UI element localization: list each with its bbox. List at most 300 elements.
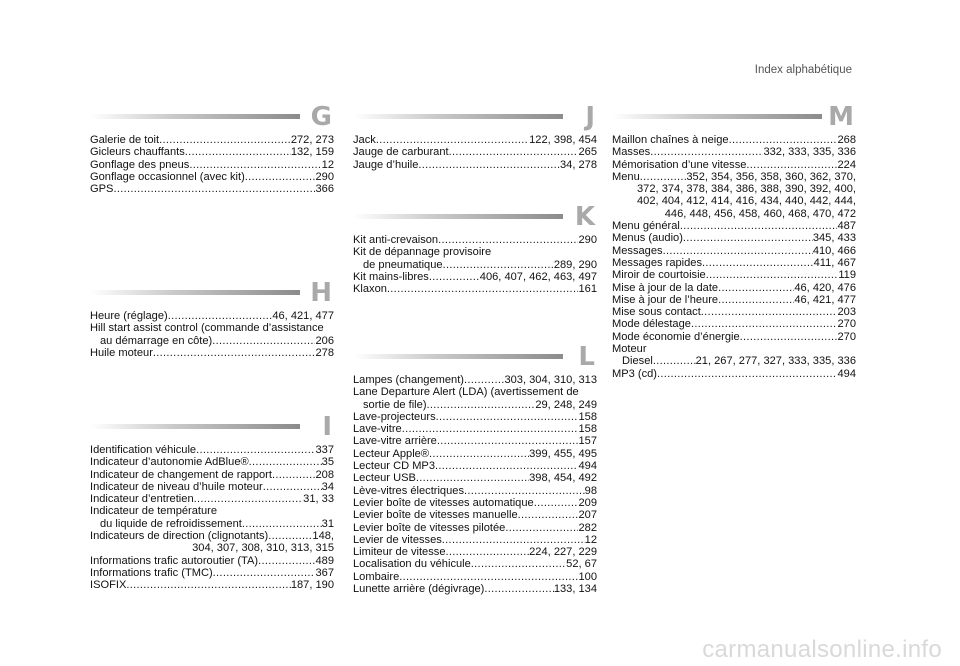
dot-leader: [464, 374, 504, 386]
entry-term: Levier boîte de vitesses pilotée: [353, 521, 506, 534]
dot-leader: [399, 571, 578, 583]
dot-leader: [258, 555, 315, 567]
entry-page-numbers: 332, 333, 335, 336: [763, 146, 856, 159]
section-header: [612, 102, 856, 132]
dot-leader: [212, 335, 315, 347]
entry-line: [90, 146, 334, 158]
index-column-1: [90, 0, 334, 666]
entry-page-numbers: 21, 267, 277, 327, 333, 335, 336: [695, 355, 856, 368]
entry-term: Kit mains-libres: [353, 270, 429, 283]
dot-leader: [729, 134, 838, 146]
entry-page-numbers: 206: [315, 334, 334, 347]
entry-term: au démarrage en côte): [100, 334, 213, 347]
entry-page-numbers: 98: [584, 484, 597, 497]
index-entry: [353, 435, 597, 447]
entry-page-numbers: 133, 134: [553, 583, 597, 596]
entry-term: Indicateur de température: [90, 505, 218, 518]
entry-line: [353, 460, 597, 472]
dot-leader: [505, 522, 578, 534]
index-entry: [353, 472, 597, 484]
entry-page-numbers: 122, 398, 454: [529, 134, 597, 146]
entry-list: [90, 134, 334, 195]
entry-page-numbers: 208: [315, 468, 334, 481]
entry-page-numbers: 410, 466: [812, 244, 856, 257]
entry-line: [353, 399, 597, 411]
entry-page-numbers: 224, 227, 229: [529, 546, 597, 559]
entry-line: [353, 271, 597, 283]
entry-line: [353, 472, 597, 484]
index-section-l: [353, 342, 597, 596]
dot-leader: [245, 171, 316, 183]
section-header: [90, 102, 334, 132]
dot-leader: [387, 283, 579, 295]
dot-leader: [680, 220, 838, 232]
entry-term: Jauge de carburant: [353, 146, 449, 159]
dot-leader: [416, 472, 529, 484]
section-header: [353, 102, 597, 132]
entry-term: Indicateur d’autonomie AdBlue®: [90, 456, 249, 469]
entry-page-numbers: 337: [315, 444, 334, 456]
dot-leader: [484, 583, 553, 595]
dot-leader: [518, 509, 579, 521]
section-divider-bar: [353, 354, 563, 359]
entry-term: Limiteur de vitesse: [353, 546, 446, 559]
entry-page-numbers: 187, 190: [290, 579, 334, 592]
dot-leader: [242, 518, 322, 530]
index-section-j: [353, 102, 597, 171]
entry-page-numbers: 46, 420, 476: [794, 281, 856, 294]
dot-leader: [640, 171, 687, 183]
entry-line: [353, 558, 597, 570]
entry-page-numbers: 366: [315, 183, 334, 196]
entry-page-numbers: 34: [321, 480, 334, 493]
section-letter: H: [310, 278, 332, 308]
index-entry: [90, 579, 334, 591]
entry-term: Menu général: [612, 220, 680, 233]
entry-page-numbers: 157: [578, 435, 597, 448]
section-header: [90, 412, 334, 442]
index-entry: [90, 444, 334, 456]
entry-term: Lombaire: [353, 570, 400, 583]
index-column-3: [612, 0, 856, 666]
entry-page-numbers: 270: [837, 318, 856, 331]
entry-term: Jack: [353, 134, 376, 146]
entry-page-numbers-continued: 402, 404, 412, 414, 416, 434, 440, 442, 444,: [637, 195, 856, 208]
index-entry: [90, 456, 334, 468]
entry-term: Heure (réglage): [90, 310, 168, 322]
entry-line: [353, 134, 597, 146]
entry-term: Hill start assist control (commande d’assistance: [90, 322, 324, 335]
dot-leader: [418, 159, 560, 171]
index-entry: [353, 485, 597, 497]
entry-page-numbers: 270: [837, 330, 856, 343]
index-entry: [612, 257, 856, 269]
entry-term: Messages: [612, 244, 663, 257]
index-entry: [90, 530, 334, 555]
entry-line: [353, 411, 597, 423]
dot-leader: [435, 460, 578, 472]
entry-line: [612, 146, 856, 158]
entry-page-numbers: 345, 433: [812, 232, 856, 245]
entry-page-numbers: 352, 354, 356, 358, 360, 362, 370,: [686, 170, 856, 183]
entry-line: [353, 423, 597, 435]
dot-leader: [126, 579, 290, 591]
entry-line: [353, 146, 597, 158]
entry-page-numbers: 399, 455, 495: [529, 447, 597, 460]
entry-term: Klaxon: [353, 283, 387, 296]
entry-line: [90, 518, 334, 530]
dot-leader: [746, 159, 837, 171]
entry-term: Identification véhicule: [90, 444, 197, 456]
entry-page-numbers: 289, 290: [553, 258, 597, 271]
entry-line: [353, 522, 597, 534]
entry-term: Maillon chaînes à neige: [612, 134, 729, 146]
dot-leader: [268, 530, 312, 542]
index-entry: [90, 134, 334, 146]
entry-line: [353, 283, 597, 295]
entry-term: Indicateur de changement de rapport: [90, 468, 272, 481]
entry-term: Indicateur de niveau d’huile moteur: [90, 480, 263, 493]
dot-leader: [650, 146, 763, 158]
entry-page-numbers: 303, 304, 310, 313: [504, 374, 597, 386]
entry-line: [612, 171, 856, 183]
dot-leader: [185, 146, 291, 158]
index-section-h: [90, 278, 334, 359]
entry-line: [90, 530, 334, 542]
entry-term: sortie de file): [363, 398, 427, 411]
index-entry: [612, 294, 856, 306]
entry-line: [90, 469, 334, 481]
entry-term: Mise à jour de la date: [612, 281, 719, 294]
entry-list: [353, 374, 597, 595]
entry-line: [90, 444, 334, 456]
entry-line: [353, 448, 597, 460]
entry-term: Mise à jour de l’heure: [612, 293, 719, 306]
index-entry: [612, 134, 856, 146]
entry-page-numbers: 119: [838, 269, 856, 282]
entry-line: [612, 306, 856, 318]
entry-page-numbers: 411, 467: [813, 256, 856, 269]
entry-line: [353, 571, 597, 583]
entry-line: [353, 435, 597, 447]
index-entry: [612, 331, 856, 343]
entry-page-numbers: 290: [315, 170, 334, 183]
index-section-k: [353, 202, 597, 296]
entry-page-numbers: 398, 454, 492: [529, 472, 597, 485]
entry-page-numbers: 12: [584, 533, 597, 546]
dot-leader: [446, 546, 530, 558]
index-entry: [353, 534, 597, 546]
entry-line: [90, 493, 334, 505]
entry-page-numbers: 282: [578, 521, 597, 534]
section-divider-bar: [353, 214, 563, 219]
entry-line: [353, 485, 597, 497]
entry-term: Menus (audio): [612, 232, 683, 245]
entry-page-numbers: 31, 33: [303, 493, 334, 506]
index-entry: [90, 159, 334, 171]
dot-leader: [740, 331, 838, 343]
index-entry: [90, 183, 334, 195]
dot-leader: [249, 456, 322, 468]
index-entry: [353, 134, 597, 146]
entry-page-numbers: 148,: [312, 530, 334, 543]
entry-page-numbers: 29, 248, 249: [535, 398, 597, 411]
index-entry: [353, 522, 597, 534]
index-entry: [353, 234, 597, 246]
entry-term: Gonflage occasionnel (avec kit): [90, 170, 245, 183]
dot-leader: [194, 493, 304, 505]
entry-term: Menu: [612, 170, 640, 183]
entry-term: du liquide de refroidissement: [100, 517, 242, 530]
dot-leader: [113, 183, 315, 195]
entry-page-numbers: 278: [315, 346, 334, 359]
index-section-i: [90, 412, 334, 592]
index-entry: [612, 159, 856, 171]
entry-term: Levier de vitesses: [353, 533, 442, 546]
entry-page-numbers: 406, 407, 462, 463, 497: [479, 270, 597, 283]
entry-term: Indicateurs de direction (clignotants): [90, 530, 269, 543]
entry-line: [612, 232, 856, 244]
entry-page-numbers: 158: [578, 410, 597, 423]
entry-page-numbers: 487: [837, 220, 856, 233]
entry-page-numbers: 158: [578, 423, 597, 436]
entry-term: Levier boîte de vitesses manuelle: [353, 509, 518, 522]
index-entry: [90, 567, 334, 579]
entry-line: [90, 183, 334, 195]
index-entry: [353, 246, 597, 271]
index-column-2: [353, 0, 597, 666]
entry-line: [612, 282, 856, 294]
dot-leader: [153, 347, 316, 359]
entry-line: [612, 318, 856, 330]
index-entry: [353, 460, 597, 472]
entry-term: Lampes (changement): [353, 374, 464, 386]
index-entry: [90, 469, 334, 481]
page-header-title: Index alphabétique: [754, 64, 852, 76]
entry-line: [353, 546, 597, 558]
entry-page-numbers: 494: [578, 460, 597, 473]
index-entry: [90, 171, 334, 183]
entry-page-numbers: 35: [321, 456, 334, 469]
dot-leader: [718, 282, 794, 294]
entry-line: [612, 134, 856, 146]
dot-leader: [663, 245, 813, 257]
entry-line: [90, 481, 334, 493]
dot-leader: [272, 469, 316, 481]
dot-leader: [691, 318, 838, 330]
entry-term: Mémorisation d’une vitesse: [612, 158, 747, 171]
index-entry: [90, 555, 334, 567]
entry-term: Lave-projecteurs: [353, 410, 436, 423]
entry-line: [90, 159, 334, 171]
dot-leader: [427, 399, 536, 411]
section-divider-bar: [90, 114, 300, 119]
entry-list: [90, 444, 334, 592]
dot-leader: [702, 257, 814, 269]
entry-term: Lane Departure Alert (LDA) (avertissement de: [353, 386, 579, 399]
entry-line: [353, 509, 597, 521]
entry-line: [612, 294, 856, 306]
entry-line: [612, 355, 856, 367]
entry-line: [612, 245, 856, 257]
entry-term: Lunette arrière (dégivrage): [353, 583, 485, 596]
index-entry: [612, 282, 856, 294]
entry-term: Lecteur Apple®: [353, 447, 430, 460]
entry-term: Mode délestage: [612, 318, 691, 331]
section-letter: G: [310, 102, 332, 132]
dot-leader: [653, 355, 696, 367]
entry-page-numbers: 161: [578, 283, 597, 296]
dot-leader: [706, 269, 839, 281]
entry-term: Masses: [612, 146, 651, 159]
entry-page-numbers: 132, 159: [290, 146, 334, 159]
index-entry: [353, 448, 597, 460]
index-entry: [353, 283, 597, 295]
dot-leader: [436, 411, 579, 423]
entry-page-numbers: 207: [578, 509, 597, 522]
index-entry: [90, 493, 334, 505]
index-entry: [612, 368, 856, 380]
dot-leader: [683, 232, 813, 244]
dot-leader: [701, 306, 838, 318]
dot-leader: [449, 146, 579, 158]
entry-line: [612, 269, 856, 281]
section-divider-bar: [90, 290, 300, 295]
entry-term: Mise sous contact: [612, 306, 701, 319]
dot-leader: [718, 294, 794, 306]
index-entry: [353, 497, 597, 509]
entry-page-numbers-continued: 304, 307, 308, 310, 313, 315: [192, 542, 334, 555]
entry-line: [612, 257, 856, 269]
watermark: carmanualsonline.info: [702, 636, 942, 663]
index-entry: [353, 374, 597, 386]
entry-term: GPS: [90, 183, 114, 196]
dot-leader: [168, 310, 273, 322]
entry-page-numbers: 100: [578, 570, 597, 583]
entry-term: Lave-vitre: [353, 423, 402, 436]
entry-page-numbers: 265: [578, 146, 597, 159]
section-letter: J: [585, 102, 595, 132]
dot-leader: [657, 368, 837, 380]
dot-leader: [429, 448, 529, 460]
dot-leader: [437, 435, 579, 447]
dot-leader: [376, 134, 529, 146]
entry-line: [90, 456, 334, 468]
index-entry: [90, 310, 334, 322]
entry-term: Gonflage des pneus: [90, 158, 190, 171]
entry-page-numbers: 46, 421, 477: [272, 310, 334, 322]
index-entry: [353, 558, 597, 570]
section-header: [353, 342, 597, 372]
entry-term: Gicleurs chauffants: [90, 146, 185, 159]
entry-line: [90, 579, 334, 591]
entry-page-numbers: 34, 278: [559, 158, 597, 171]
entry-page-numbers: 272, 273: [290, 134, 334, 146]
dot-leader: [429, 271, 480, 283]
entry-page-numbers: 290: [578, 234, 597, 246]
entry-line: [90, 555, 334, 567]
entry-term: Kit anti-crevaison: [353, 234, 439, 246]
entry-list: [353, 134, 597, 171]
entry-term: Localisation du véhicule: [353, 558, 471, 571]
entry-list: [353, 234, 597, 295]
index-entry: [353, 583, 597, 595]
entry-term: Lève-vitres électriques: [353, 484, 464, 497]
entry-line: [90, 347, 334, 359]
entry-line: [612, 159, 856, 171]
entry-page-numbers: 367: [315, 566, 334, 579]
entry-term: Lecteur USB: [353, 472, 416, 485]
section-header: [90, 278, 334, 308]
entry-line: [353, 234, 597, 246]
index-entry: [612, 171, 856, 220]
dot-leader: [196, 444, 315, 456]
index-section-g: [90, 102, 334, 196]
entry-term: Lave-vitre arrière: [353, 435, 437, 448]
entry-term: Galerie de toit: [90, 134, 160, 146]
entry-term: Lecteur CD MP3: [353, 460, 436, 473]
entry-line: [612, 220, 856, 232]
section-letter: K: [574, 202, 595, 232]
entry-line: [353, 497, 597, 509]
section-letter: I: [322, 412, 332, 442]
entry-line: [90, 335, 334, 347]
dot-leader: [443, 259, 554, 271]
dot-leader: [159, 134, 291, 146]
entry-line: [90, 567, 334, 579]
index-entry: [353, 159, 597, 171]
index-entry: [353, 271, 597, 283]
dot-leader: [464, 485, 585, 497]
entry-page-numbers: 203: [837, 306, 856, 319]
entry-line: [353, 159, 597, 171]
index-entry: [90, 347, 334, 359]
index-entry: [90, 505, 334, 530]
entry-list: [90, 310, 334, 359]
entry-list: [612, 134, 856, 380]
entry-term: Moteur: [612, 343, 647, 356]
index-entry: [353, 509, 597, 521]
index-entry: [612, 232, 856, 244]
entry-page-numbers: 224: [837, 158, 856, 171]
dot-leader: [438, 234, 578, 246]
section-divider-bar: [612, 114, 822, 119]
entry-line: [90, 171, 334, 183]
index-entry: [612, 146, 856, 158]
entry-term: Levier boîte de vitesses automatique: [353, 496, 534, 509]
dot-leader: [189, 159, 321, 171]
index-entry: [612, 343, 856, 368]
index-entry: [353, 146, 597, 158]
entry-term: Miroir de courtoisie: [612, 269, 706, 282]
entry-page-numbers: 12: [321, 158, 334, 171]
entry-term: Mode économie d’énergie: [612, 330, 740, 343]
entry-term: Informations trafic (TMC): [90, 566, 213, 579]
entry-term: Indicateur d’entretien: [90, 493, 194, 506]
entry-page-numbers: 31: [321, 517, 334, 530]
entry-page-numbers: 46, 421, 477: [794, 293, 856, 306]
section-header: [353, 202, 597, 232]
dot-leader: [402, 423, 579, 435]
entry-page-numbers: 494: [837, 367, 856, 380]
index-entry: [353, 386, 597, 411]
index-entry: [353, 411, 597, 423]
entry-line: [612, 368, 856, 380]
index-entry: [612, 269, 856, 281]
entry-line: [353, 583, 597, 595]
entry-term: Kit de dépannage provisoire: [353, 246, 492, 259]
entry-line: [90, 134, 334, 146]
